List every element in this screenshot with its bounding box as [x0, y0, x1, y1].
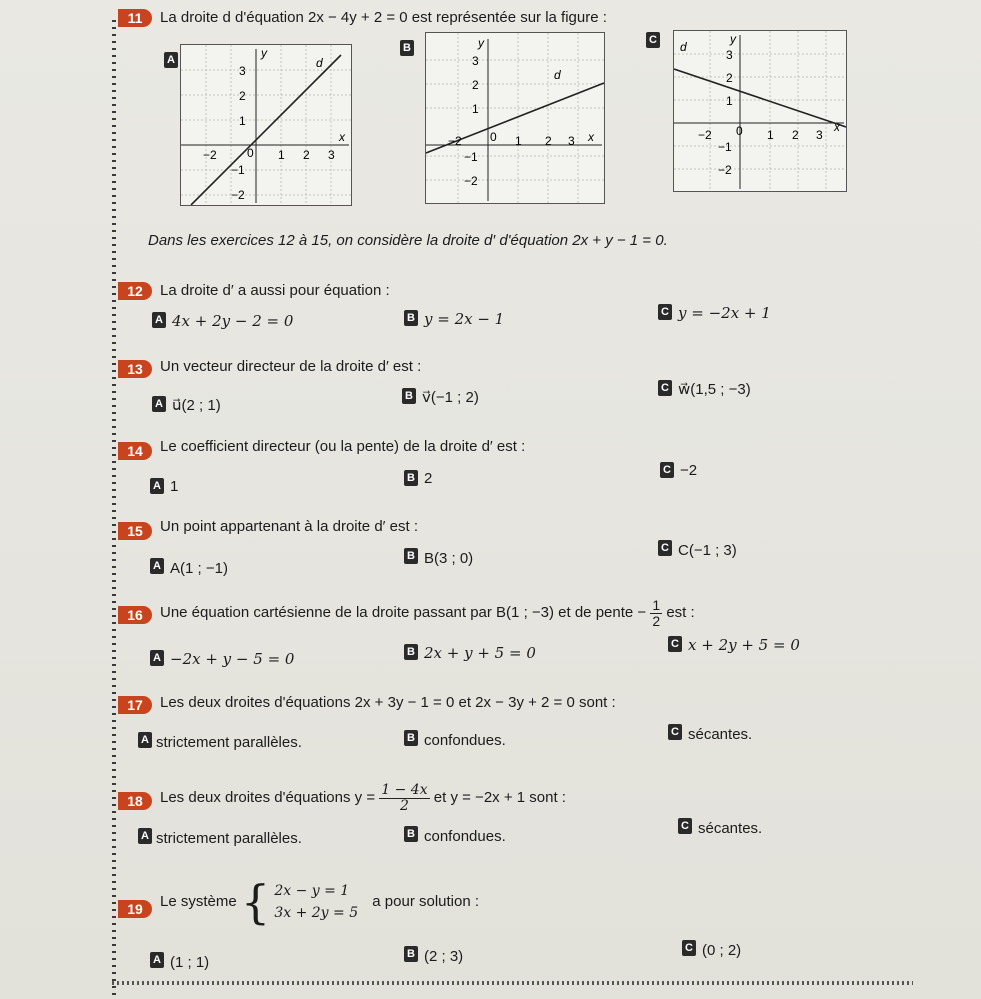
graph-a-letter: A: [164, 52, 178, 68]
exercise-13-option-a[interactable]: u⃗(2 ; 1): [172, 397, 221, 414]
option-letter-c: C: [658, 540, 672, 556]
exercise-19-option-b[interactable]: (2 ; 3): [424, 948, 464, 965]
exercise-19-system: [274, 880, 358, 924]
graph-a-line-d: [191, 55, 341, 205]
graph-b-d-label: d: [554, 68, 561, 82]
graph-a-ytick: −2: [231, 188, 245, 202]
exercise-number-15: 15: [118, 522, 152, 540]
graph-a-xtick: 2: [303, 148, 310, 162]
exercise-19-eq2: 3x + 2y = 5: [274, 905, 359, 922]
graph-a-d-label: d: [316, 56, 323, 70]
exercise-number-17: 17: [118, 696, 152, 714]
margin-rule: [112, 20, 116, 995]
option-letter-b: B: [404, 644, 418, 660]
graph-b-letter: B: [400, 40, 414, 56]
exercise-11-statement: La droite d d'équation 2x − 4y + 2 = 0 est représentée sur la figure :: [160, 9, 607, 26]
graph-b-xtick: 2: [545, 134, 552, 148]
graph-c-ytick: 1: [726, 94, 733, 108]
option-letter-b: B: [404, 946, 418, 962]
exercise-14-option-a[interactable]: 1: [170, 478, 179, 495]
graph-a-ytick: 1: [239, 114, 246, 128]
exercise-number-14: 14: [118, 442, 152, 460]
system-brace: {: [240, 875, 271, 930]
graph-c-y-label: y: [730, 32, 736, 46]
exercise-number-19: 19: [118, 900, 152, 918]
graph-b-ytick: −1: [464, 150, 478, 164]
graph-c-xtick: 0: [736, 124, 743, 138]
exercise-16-option-b[interactable]: 2x + y + 5 = 0: [424, 644, 536, 662]
exercise-18-text-after: et y = −2x + 1 sont :: [433, 789, 566, 806]
exercise-18-text-before: Les deux droites d'équations y =: [160, 789, 376, 806]
exercise-18-option-a[interactable]: strictement parallèles.: [156, 830, 302, 847]
graph-c-ytick: −1: [718, 140, 732, 154]
exercise-15-option-a[interactable]: A(1 ; −1): [170, 560, 228, 577]
graph-b-y-label: y: [478, 36, 484, 50]
exercise-12-option-c[interactable]: y = −2x + 1: [678, 304, 771, 322]
exercise-number-12: 12: [118, 282, 152, 300]
graph-c-ytick: −2: [718, 163, 732, 177]
exercise-19-option-c[interactable]: (0 ; 2): [702, 942, 742, 959]
option-letter-c: C: [658, 380, 672, 396]
graph-c-ytick: 3: [726, 48, 733, 62]
exercise-number-18: 18: [118, 792, 152, 810]
exercise-18-option-b[interactable]: confondues.: [424, 828, 506, 845]
option-letter-b: B: [404, 826, 418, 842]
exercise-18-frac-top: 1 − 4x: [381, 781, 428, 798]
exercise-16-frac-top: 1: [652, 596, 661, 613]
graph-a-grid: [181, 45, 351, 205]
graph-a-y-label: y: [261, 46, 267, 60]
graph-a-xtick: 0: [247, 146, 254, 160]
exercise-number-16: 16: [118, 606, 152, 624]
exercise-number-13: 13: [118, 360, 152, 378]
exercise-13-option-b[interactable]: v⃗(−1 ; 2): [422, 389, 479, 406]
exercise-15-statement: Un point appartenant à la droite d′ est :: [160, 518, 418, 535]
exercise-15-option-b[interactable]: B(3 ; 0): [424, 550, 474, 567]
graph-a-ytick: 2: [239, 89, 246, 103]
option-letter-b: B: [404, 548, 418, 564]
exercise-16-text-after: est :: [666, 604, 695, 621]
exercise-number-11: 11: [118, 9, 152, 27]
option-letter-a: A: [152, 396, 166, 412]
graph-b-ytick: 1: [472, 102, 479, 116]
graph-a-xtick: 1: [278, 148, 285, 162]
option-letter-a: A: [138, 732, 152, 748]
graph-b-ytick: 2: [472, 78, 479, 92]
option-letter-c: C: [658, 304, 672, 320]
graph-a-ytick: −1: [231, 163, 245, 177]
graph-b-x-label: x: [588, 130, 594, 144]
option-letter-c: C: [678, 818, 692, 834]
graph-c: [673, 30, 847, 192]
exercise-16-option-c[interactable]: x + 2y + 5 = 0: [688, 636, 800, 654]
exercise-17-option-a[interactable]: strictement parallèles.: [156, 734, 302, 751]
option-letter-a: A: [152, 312, 166, 328]
graph-c-xtick: 2: [792, 128, 799, 142]
graph-c-xtick: 1: [767, 128, 774, 142]
intro-12-15: Dans les exercices 12 à 15, on considère la droite d′ d'équation 2x + y − 1 = 0.: [148, 232, 668, 249]
exercise-18-statement: [160, 778, 566, 818]
option-letter-b: B: [404, 470, 418, 486]
graph-c-ytick: 2: [726, 71, 733, 85]
option-letter-b: B: [404, 310, 418, 326]
graph-b-ytick: 3: [472, 54, 479, 68]
exercise-18-frac-bottom: 2: [399, 797, 409, 814]
graph-b: [425, 32, 605, 204]
exercise-16-option-a[interactable]: −2x + y − 5 = 0: [170, 650, 295, 668]
option-letter-b: B: [404, 730, 418, 746]
exercise-17-option-b[interactable]: confondues.: [424, 732, 506, 749]
exercise-17-statement: Les deux droites d'équations 2x + 3y − 1 = 0 et 2x − 3y + 2 = 0 sont :: [160, 694, 616, 711]
graph-a-x-label: x: [339, 130, 345, 144]
option-letter-a: A: [150, 650, 164, 666]
exercise-13-statement: Un vecteur directeur de la droite d′ est :: [160, 358, 422, 375]
bottom-rule: [112, 981, 913, 985]
exercise-14-option-c[interactable]: −2: [680, 462, 698, 479]
exercise-15-option-c[interactable]: C(−1 ; 3): [678, 542, 737, 559]
exercise-16-frac-bottom: 2: [652, 612, 661, 629]
option-letter-c: C: [668, 636, 682, 652]
exercise-14-statement: Le coefficient directeur (ou la pente) de la droite d′ est :: [160, 438, 526, 455]
graph-c-line-d: [674, 69, 846, 127]
exercise-19-eq1: 2x − y = 1: [274, 883, 350, 900]
graph-b-xtick: 0: [490, 130, 497, 144]
graph-a-xtick: −2: [203, 148, 217, 162]
exercise-12-option-a[interactable]: 4x + 2y − 2 = 0: [172, 312, 294, 330]
exercise-19-text-after: a pour solution :: [372, 893, 480, 910]
option-letter-a: A: [150, 478, 164, 494]
exercise-19-text-before: Le système: [160, 893, 237, 910]
graph-a: [180, 44, 352, 206]
exercise-16-statement: [160, 596, 695, 630]
exercise-18-option-c[interactable]: sécantes.: [698, 820, 763, 837]
graph-c-grid: [674, 31, 846, 191]
exercise-14-option-b[interactable]: 2: [424, 470, 433, 487]
graph-b-xtick: 3: [568, 134, 575, 148]
graph-c-xtick: 3: [816, 128, 823, 142]
option-letter-a: A: [150, 952, 164, 968]
graph-c-xtick: −2: [698, 128, 712, 142]
option-letter-a: A: [150, 558, 164, 574]
exercise-19-statement: [160, 872, 479, 932]
graph-b-ytick: −2: [464, 174, 478, 188]
exercise-13-option-c[interactable]: w⃗(1,5 ; −3): [678, 381, 751, 398]
graph-c-x-label: x: [834, 120, 840, 134]
graph-b-xtick: −2: [448, 134, 462, 148]
option-letter-c: C: [682, 940, 696, 956]
exercise-18-fraction: [379, 783, 429, 814]
exercise-19-option-a[interactable]: (1 ; 1): [170, 954, 210, 971]
option-letter-a: A: [138, 828, 152, 844]
exercise-16-text-before: Une équation cartésienne de la droite passant par B(1 ; −3) et de pente −: [160, 604, 647, 621]
graph-a-ytick: 3: [239, 64, 246, 78]
graph-c-d-label: d: [680, 40, 687, 54]
exercise-16-fraction: [650, 598, 662, 629]
graph-a-xtick: 3: [328, 148, 335, 162]
option-letter-b: B: [402, 388, 416, 404]
option-letter-c: C: [668, 724, 682, 740]
option-letter-c: C: [660, 462, 674, 478]
graph-b-xtick: 1: [515, 134, 522, 148]
exercise-12-option-b[interactable]: y = 2x − 1: [424, 310, 505, 328]
graph-c-letter: C: [646, 32, 660, 48]
exercise-12-statement: La droite d′ a aussi pour équation :: [160, 282, 390, 299]
exercise-17-option-c[interactable]: sécantes.: [688, 726, 753, 743]
